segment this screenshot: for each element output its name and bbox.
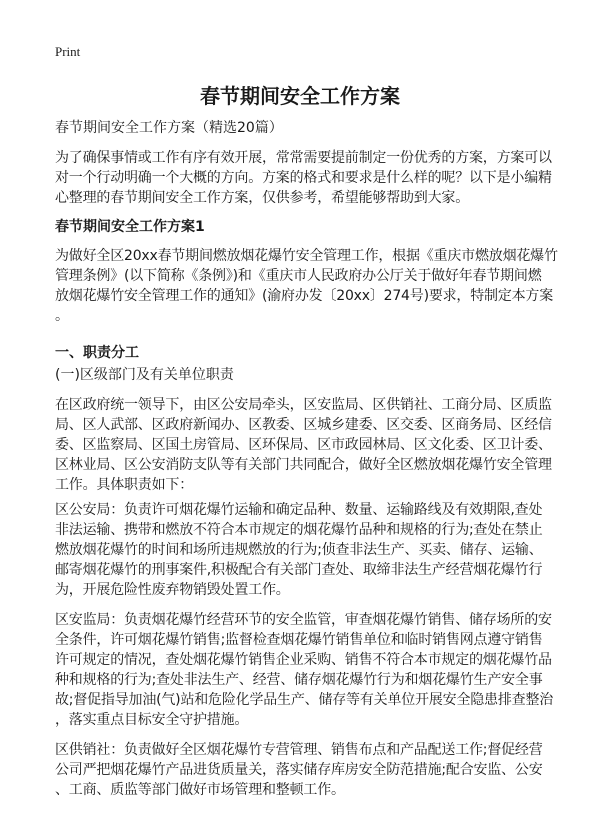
text-line: 。 <box>55 308 69 324</box>
heading-district-duties: (一)区级部门及有关单位职责 <box>55 367 234 383</box>
text-line: 放烟花爆竹安全管理工作的通知》(渝府办发〔20xx〕274号)要求，特制定本方案 <box>55 288 554 304</box>
text-line: 对一个行动明确一个大概的方向。方案的格式和要求是什么样的呢？以下是小编精 <box>55 170 552 186</box>
print-label: Print <box>55 44 81 59</box>
text-line: 燃放烟花爆竹的时间和场所违规燃放的行为;侦查非法生产、买卖、储存、运输、 <box>55 542 543 558</box>
lead-paragraph <box>55 395 555 495</box>
text-line: 管理条例》(以下简称《条例》)和《重庆市人民政府办公厅关于做好年春节期间燃 <box>55 268 542 284</box>
text-line: 区安监局：负责烟花爆竹经营环节的安全监管，审查烟花爆竹销售、储存场所的安 <box>55 612 552 628</box>
text-line: ，落实重点目标安全守护措施。 <box>55 712 249 728</box>
text-line: 区供销社：负责做好全区烟花爆竹专营管理、销售布点和产品配送工作;督促经营 <box>55 742 543 758</box>
text-line: 非法运输、携带和燃放不符合本市规定的烟花爆竹品种和规格的行为;查处在禁止 <box>55 522 543 538</box>
text-line: 工作。具体职责如下： <box>55 477 193 493</box>
text-line: 故;督促指导加油(气)站和危险化学品生产、储存等有关单位开展安全隐患排查整治 <box>55 692 554 708</box>
text-line: 心整理的春节期间安全工作方案，仅供参考，希望能够帮助到大家。 <box>55 190 469 206</box>
police-paragraph <box>55 500 555 600</box>
text-line: 许可规定的情况，查处烟花爆竹销售企业采购、销售不符合本市规定的烟花爆竹品 <box>55 652 552 668</box>
text-line: 为，开展危险性废弃物销毁处置工作。 <box>55 582 290 598</box>
text-line: 为做好全区20xx春节期间燃放烟花爆竹安全管理工作，根据《重庆市燃放烟花爆竹 <box>55 248 558 264</box>
intro-paragraph <box>55 148 555 208</box>
text-line: 、工商、质监等部门做好市场管理和整顿工作。 <box>55 782 345 798</box>
supply-coop-paragraph <box>55 740 555 800</box>
subtitle: 春节期间安全工作方案（精选20篇） <box>55 120 283 136</box>
text-line: 邮寄烟花爆竹的刑事案件,积极配合有关部门查处、取缔非法生产经营烟花爆竹行 <box>55 562 543 578</box>
text-line: 为了确保事情或工作有序有效开展，常常需要提前制定一份优秀的方案，方案可以 <box>55 150 552 166</box>
basis-paragraph <box>55 246 558 326</box>
text-line: 种和规格的行为;查处非法生产、经营、储存烟花爆竹行为和烟花爆竹生产安全事 <box>55 672 543 688</box>
section-title: 春节期间安全工作方案1 <box>55 219 205 235</box>
text-line: 全条件，许可烟花爆竹销售;监督检查烟花爆竹销售单位和临时销售网点遵守销售 <box>55 632 543 648</box>
heading-duties: 一、职责分工 <box>55 345 139 361</box>
text-line: 在区政府统一领导下，由区公安局牵头，区安监局、区供销社、工商分局、区质监 <box>55 397 552 413</box>
text-line: 区公安局：负责许可烟花爆竹运输和确定品种、数量、运输路线及有效期限,查处 <box>55 502 543 518</box>
text-line: 委、区监察局、区国土房管局、区环保局、区市政园林局、区文化委、区卫计委、 <box>55 437 552 453</box>
safety-paragraph <box>55 610 555 730</box>
text-line: 局、区人武部、区政府新闻办、区教委、区城乡建委、区交委、区商务局、区经信 <box>55 417 552 433</box>
text-line: 区林业局、区公安消防支队等有关部门共同配合，做好全区燃放烟花爆竹安全管理 <box>55 457 552 473</box>
page-title: 春节期间安全工作方案 <box>200 84 400 108</box>
text-line: 公司严把烟花爆竹产品进货质量关，落实储存库房安全防范措施;配合安监、公安 <box>55 762 543 778</box>
